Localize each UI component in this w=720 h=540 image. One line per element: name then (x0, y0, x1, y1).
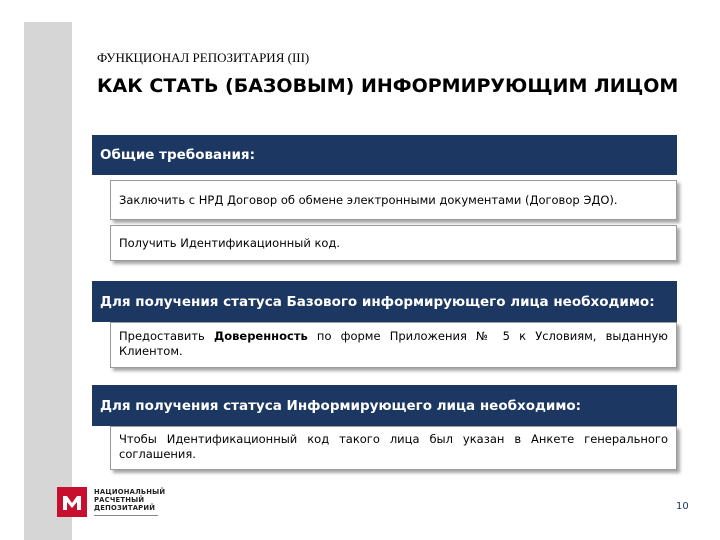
general-requirements-header (92, 135, 677, 175)
requirement-text-edo: Заключить с НРД Договор об обмене электронными документами (Договор ЭДО). (119, 192, 618, 207)
basic-status-header-text: Для получения статуса Базового информирующего лица необходимо: (100, 293, 655, 310)
logo-line-2: РАСЧЕТНЫЙ (94, 496, 145, 504)
side-decoration-bar (24, 22, 72, 540)
general-requirements-header-text: Общие требования: (100, 147, 255, 163)
basic-status-text-bold: Доверенность (213, 329, 308, 343)
slide-title: КАК СТАТЬ (БАЗОВЫМ) ИНФОРМИРУЮЩИМ ЛИЦОМ (97, 75, 679, 97)
informing-status-text: Чтобы Идентификационный код такого лица был указан в Анкете генерального соглашения. (119, 432, 668, 461)
informing-status-header-text: Для получения статуса Информирующего лица необходимо: (100, 397, 582, 414)
logo-line-3: ДЕПОЗИТАРИЙ (94, 504, 156, 512)
slide-subtitle: ФУНКЦИОНАЛ РЕПОЗИТАРИЯ (III) (97, 50, 310, 65)
requirement-box-edo (110, 180, 677, 220)
informing-status-header (92, 385, 677, 426)
requirement-box-id-code (110, 225, 677, 261)
logo-line-1: НАЦИОНАЛЬНЫЙ (94, 488, 166, 496)
basic-status-box (110, 322, 677, 368)
requirement-text-id-code: Получить Идентификационный код. (119, 235, 341, 250)
logo-underline (94, 515, 158, 519)
logo-text (94, 488, 165, 512)
informing-status-box (110, 426, 677, 470)
page-number: 10 (676, 501, 689, 512)
ndc-logo-icon (57, 487, 87, 517)
basic-status-header (92, 281, 677, 322)
basic-status-text-before: Предоставить (119, 329, 214, 343)
basic-status-text-after: по форме Приложения № 5 к Условиям, выданную Клиентом. (119, 329, 668, 358)
